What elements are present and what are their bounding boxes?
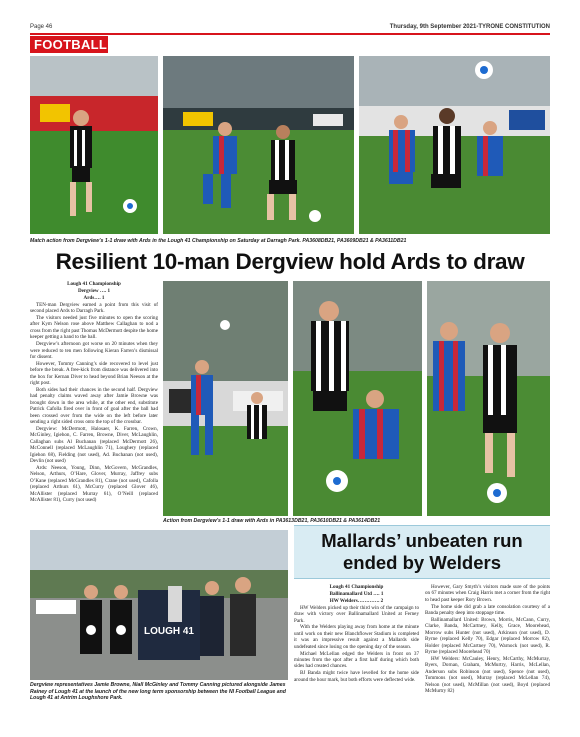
page-header bbox=[30, 22, 550, 32]
photo-action-middle-2 bbox=[293, 281, 422, 516]
photo-match-action-2 bbox=[163, 56, 354, 234]
top-photo-caption: Match action from Dergview’s 1-1 draw with Ards in the Lough 41 Championship on Saturday at Darragh Park. PA3608DB21, PA3609DB21 & PA3611DB21 bbox=[30, 238, 407, 244]
sponsor-banner-text: LOUGH 41 bbox=[143, 626, 195, 637]
story2-paragraph: HW Welders picked up their third win of the campaign to draw with victory over Ballinamallard United at Ferney Park. bbox=[294, 604, 419, 624]
story1-paragraph: Both sides had their chances in the second half. Dergview had penalty claims waved away after Jamie Browne was brought down in the area while, at the other end, substitute Patrick Cafolla fired over in front of goal after the ball had been crossed over from the wide on the left before later sending a right sided cross onto the top of the crossbar. bbox=[30, 387, 158, 426]
story1-paragraph: Ards: Neeson, Young, Dinn, McGovern, McGrandles, Nelson, Arthurs, O’Hare, Glover, Murray, Jaffrey subs O’Kane (replaced McGrandles 81), Crane (not used), Cafolla (replaced Arthurs 61), McCurry (replaced Glover 46), McAllister (replaced Murray 61), O’Neill (replaced McAllister 81), Curry (not used) bbox=[30, 464, 158, 503]
story1-paragraph: However, Tommy Canning’s side recovered to level just before the break. A free-kick from distance was delivered into the box for Kernan Diver to head beyond Brian Neeson at the right post. bbox=[30, 360, 158, 387]
photo-match-action-1 bbox=[30, 56, 158, 234]
photo-match-action-3 bbox=[359, 56, 550, 234]
story1-paragraph: The visitors needed just five minutes to open the scoring after Kym Nelson rose above Matthew Callaghan to nod a cross from the right past Thomas McDermott despite the home keeper getting a hand to the ball. bbox=[30, 315, 158, 341]
story2-paragraph: Michael McLellan edged the Welders in front on 37 minutes from the spot after a first half during which both sides had created chances. bbox=[294, 650, 419, 670]
story1-score-line-2: Ards…. 1 bbox=[83, 294, 105, 301]
story1-competition: Lough 41 Championship bbox=[67, 281, 121, 287]
story1-score-line-1: Dergview …. 1 bbox=[77, 287, 111, 294]
story2-paragraph: The home side did grab a late consolation courtesy of a Banda penalty deep into stoppage time. bbox=[425, 603, 550, 617]
story2-headline: Mallards’ unbeaten run ended by Welders bbox=[294, 525, 550, 579]
section-label: FOOTBALL bbox=[30, 36, 108, 53]
photo-action-middle-3 bbox=[427, 281, 550, 516]
bottom-photo-caption: Dergview representatives Jamie Browne, Niall McGinley and Tommy Canning pictured alongside James Rainey of Lough 41 at the launch of the new long term sponsorship between the NI Football League and Lough 41 at Antrim Loughshore Park. bbox=[30, 682, 286, 701]
story2-score-line-2: HW Welders…………. 2 bbox=[329, 597, 384, 604]
story1-paragraph: Dergview’s afternoon got worse on 20 minutes when they were reduced to ten men following Kieran Farren’s dismissal for dissent. bbox=[30, 341, 158, 360]
photo-action-middle-1 bbox=[163, 281, 288, 516]
issue-line: Thursday, 9th September 2021-TYRONE CONSTITUTION bbox=[389, 24, 550, 30]
story2-competition: Lough 41 Championship bbox=[329, 584, 384, 590]
middle-photo-caption: Action from Dergview’s 1-1 draw with Ards in PA3613DB21, PA3610DB21 & PA3614DB21 bbox=[163, 518, 381, 524]
header-rule bbox=[30, 33, 550, 35]
story2-score-line-1: Ballinamallard Utd …. 1 bbox=[329, 590, 384, 597]
story1-paragraph: TEN-man Dergview earned a point from this visit of second placed Ards to Darragh Park. bbox=[30, 301, 158, 315]
main-headline: Resilient 10-man Dergview hold Ards to draw bbox=[55, 249, 525, 274]
story2-paragraph: Ballinamallard United: Brown, Morris, McCann, Curry, Clarke, Banda, McCartney, Kelly, Grace, Moorehead, Morrow subs Hunter (not used), Arkinson (not used), D. Byrne (replaced Kelly 70), Edgar (replaced Morrow 82), Holder (replaced McCartney 70), Warnock (not used), R. Byrne (replaced Moorehead 70) bbox=[425, 617, 550, 656]
story-mallards-welders-col2 bbox=[425, 584, 550, 695]
story2-paragraph: HW Welders: McCauley, Henry, McCarthy, McMurray, Byers, Dornan, Graham, McMurtry, Harris, McLellan, Anderson subs Robinson (not used), Spence (not used), Tommons (not used), Murray (replaced McLellan 74), Nelson (not used), McMillan (not used), Boyd (replaced McMurtry 82) bbox=[425, 655, 550, 694]
story2-paragraph: With the Welders playing away from home at the minute until work on their new Blanchflower Stadium is completed it was an impressive result against a Mallards side undefeated since losing on the opening day of the season. bbox=[294, 624, 419, 650]
story2-paragraph: BJ Banda might twice have levelled for the home side around the hour mark, but both efforts were deflected wide. bbox=[294, 670, 419, 683]
story2-paragraph: However, Gary Smyth’s visitors made sure of the points on 67 minutes when Craig Harris met a corner from the right to head past keeper Rory Brown. bbox=[425, 584, 550, 603]
story-dergview-ards bbox=[30, 281, 158, 504]
story1-paragraph: Dergview: McDermott, Halosaer, K. Farren, Crown, McGinley, Igiehon, C. Farren, Browne, Diver, McLaughlin, Callaghan subs Al Buchanan (replaced McDermott 26), McConnell (replaced McLaughlin 71), Loughery (replaced Igiehon 68), Fielding (not used), Ad. Buchanan (not used), Devlin (not used) bbox=[30, 425, 158, 464]
photo-sponsorship-launch bbox=[30, 530, 288, 680]
story-mallards-welders-col1 bbox=[294, 584, 419, 684]
page-number: Page 46 bbox=[30, 24, 53, 30]
